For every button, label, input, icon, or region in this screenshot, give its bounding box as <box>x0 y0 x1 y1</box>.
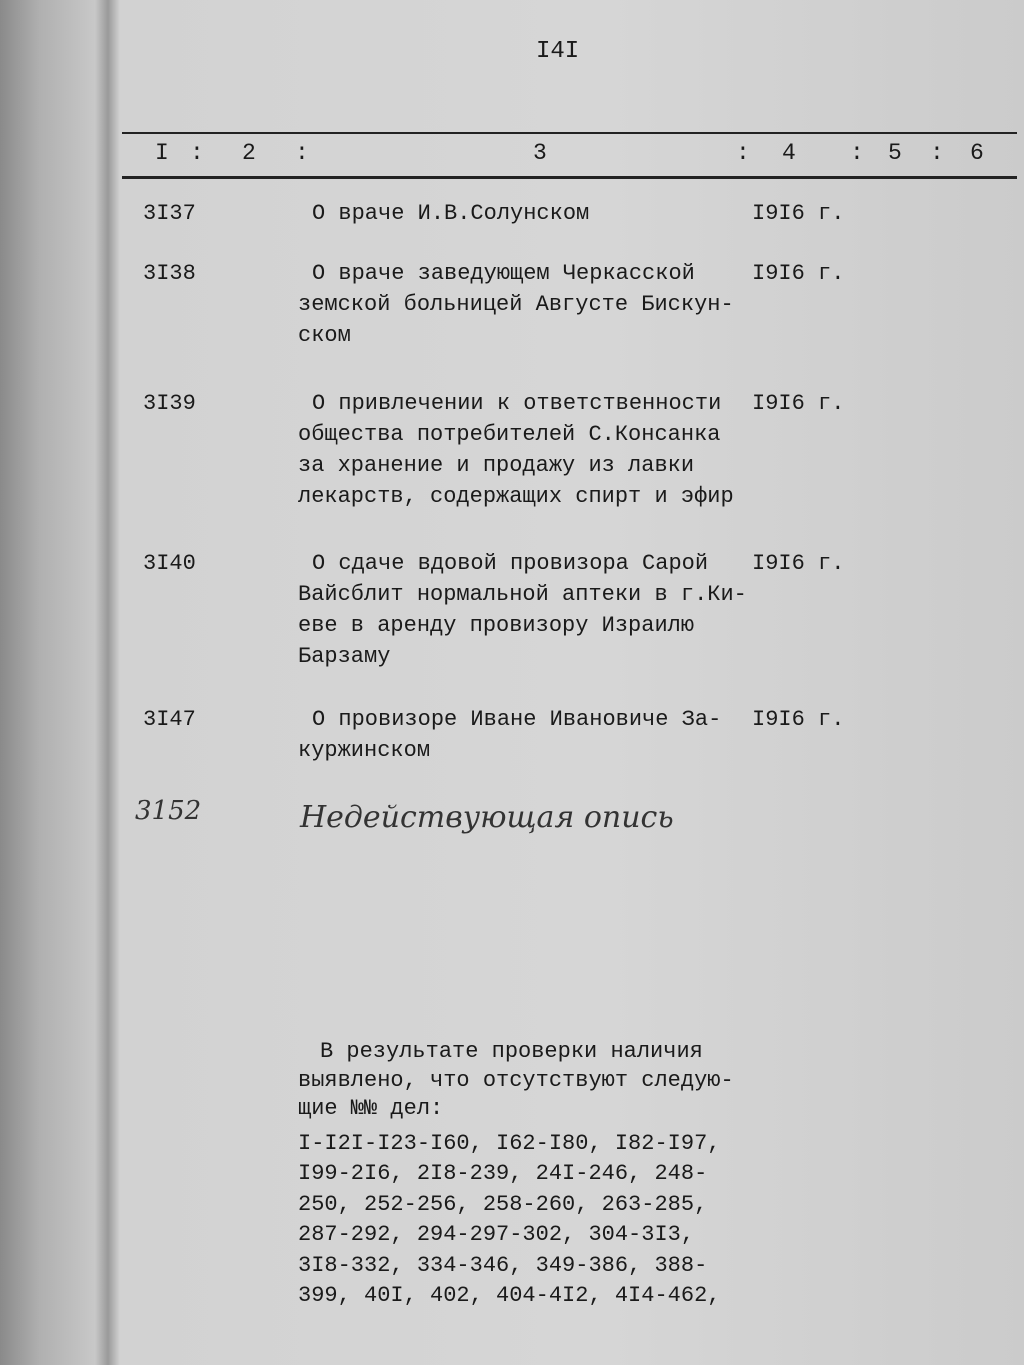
header-cell: : <box>190 140 204 166</box>
file-title-line: О враче И.В.Солунском <box>312 201 590 226</box>
file-number: 3I39 <box>143 391 196 416</box>
table-top-rule <box>122 132 1017 134</box>
file-title-line: за хранение и продажу из лавки <box>298 453 695 478</box>
header-cell: 4 <box>782 140 796 166</box>
header-cell: 3 <box>533 140 547 166</box>
handwritten-number: 3152 <box>135 796 202 826</box>
file-number: 3I38 <box>143 261 196 286</box>
file-title-line: общества потребителей С.Консанка <box>298 422 721 447</box>
note-line: В результате проверки наличия <box>320 1039 703 1064</box>
header-cell: 2 <box>242 140 256 166</box>
note-line: 3I8-332, 334-346, 349-386, 388- <box>298 1252 708 1278</box>
note-line: щие №№ дел: <box>298 1096 444 1121</box>
header-cell: 6 <box>970 140 984 166</box>
file-number: 3I47 <box>143 707 196 732</box>
file-title-line: земской больницей Августе Бискун- <box>298 292 734 317</box>
file-number: 3I37 <box>143 201 196 226</box>
file-year: I9I6 г. <box>752 551 845 576</box>
file-title-line: Барзаму <box>298 644 391 669</box>
header-cell: : <box>930 140 944 166</box>
header-cell: : <box>736 140 750 166</box>
file-title-line: куржинском <box>298 738 431 763</box>
file-year: I9I6 г. <box>752 707 845 732</box>
file-title-line: О привлечении к ответственности <box>312 391 722 416</box>
handwritten-note: Недействующая опись <box>300 800 674 835</box>
file-year: I9I6 г. <box>752 261 845 286</box>
file-title-line: О провизоре Иване Ивановиче За- <box>312 707 722 732</box>
header-cell: I <box>155 140 169 166</box>
table-header-rule <box>122 176 1017 179</box>
file-title-line: О враче заведующем Черкасской <box>312 261 695 286</box>
file-title-line: Вайсблит нормальной аптеки в г.Ки- <box>298 582 747 607</box>
note-line: 250, 252-256, 258-260, 263-285, <box>298 1191 708 1217</box>
header-cell: : <box>850 140 864 166</box>
note-line: 287-292, 294-297-302, 304-3I3, <box>298 1222 695 1247</box>
note-line: выявлено, что отсутствуют следую- <box>298 1067 734 1093</box>
file-title-line: еве в аренду провизору Израилю <box>298 613 695 638</box>
note-line: I-I2I-I23-I60, I62-I80, I82-I97, <box>298 1130 721 1156</box>
note-line: 399, 40I, 402, 404-4I2, 4I4-462, <box>298 1283 721 1308</box>
header-cell: : <box>295 140 309 166</box>
file-year: I9I6 г. <box>752 391 845 416</box>
file-year: I9I6 г. <box>752 201 845 226</box>
page-number: I4I <box>536 38 580 65</box>
header-cell: 5 <box>888 140 902 166</box>
file-title-line: ском <box>298 323 351 348</box>
note-line: I99-2I6, 2I8-239, 24I-246, 248- <box>298 1161 708 1186</box>
file-title-line: лекарств, содержащих спирт и эфир <box>298 484 734 509</box>
file-number: 3I40 <box>143 551 196 576</box>
file-title-line: О сдаче вдовой провизора Сарой <box>312 551 709 576</box>
